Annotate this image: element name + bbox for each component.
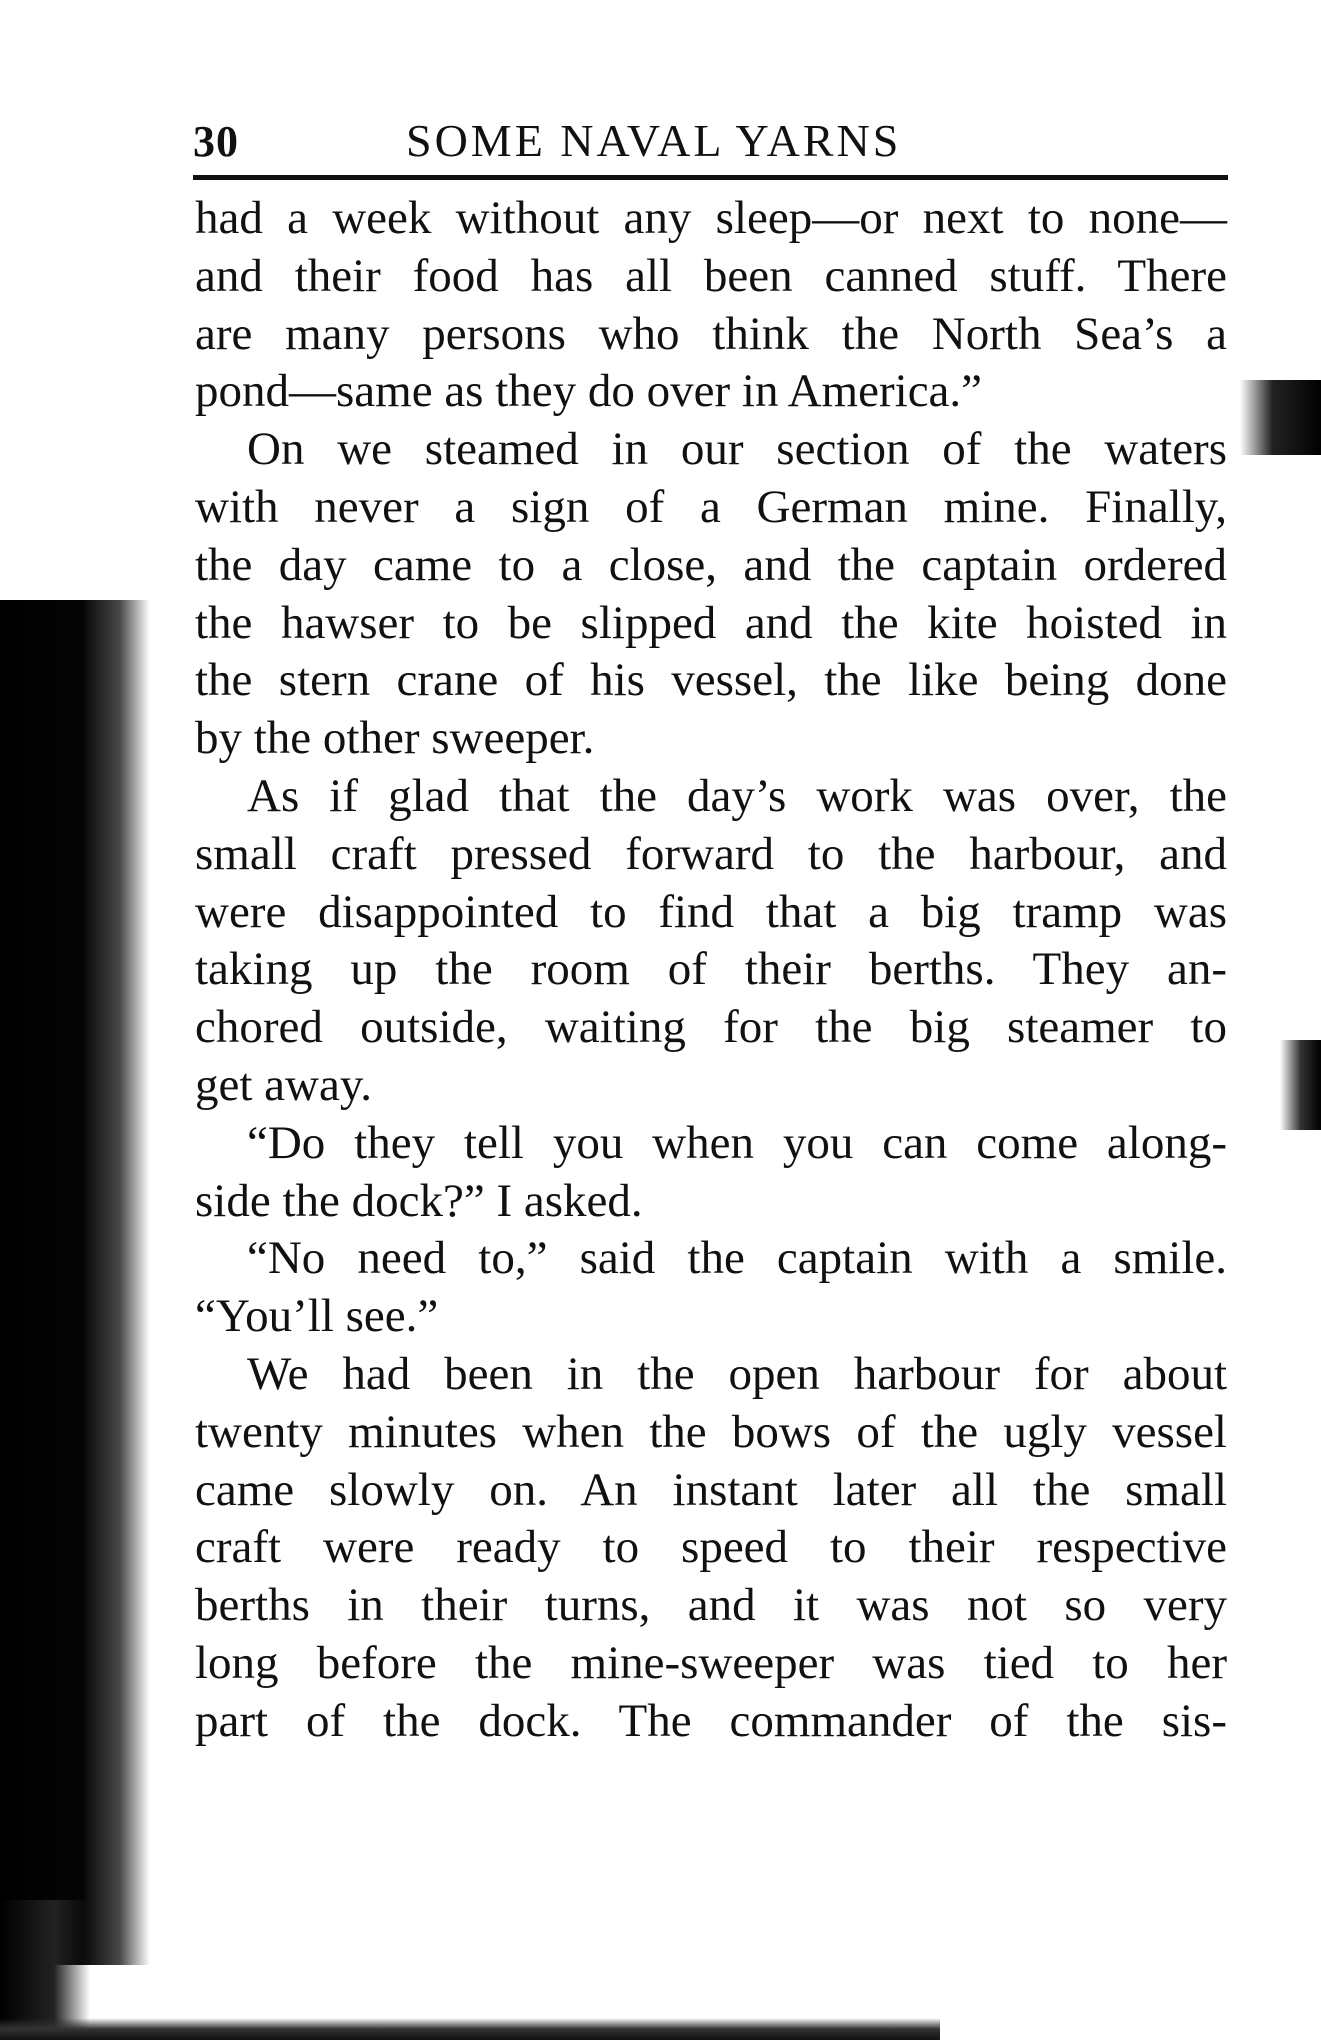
running-title: SOME NAVAL YARNS — [406, 115, 902, 166]
text-line: are many persons who think the North Sea’s a — [195, 307, 1227, 360]
text-line: twenty minutes when the bows of the ugly vessel — [195, 1405, 1227, 1458]
text-line: and their food has all been canned stuff. There — [195, 249, 1227, 302]
text-line: side the dock?” I asked. — [195, 1174, 643, 1227]
paragraph-start-line: “No need to,” said the captain with a smile. — [247, 1232, 1227, 1285]
paragraph-start-line: “Do they tell you when you can come along- — [247, 1116, 1227, 1169]
text-line: chored outside, waiting for the big steamer to — [195, 1001, 1227, 1054]
text-line: were disappointed to find that a big tramp was — [195, 885, 1227, 938]
text-line: came slowly on. An instant later all the small — [195, 1463, 1227, 1516]
text-line: by the other sweeper. — [195, 712, 595, 765]
page-number: 30 — [193, 117, 239, 166]
text-line: pond—same as they do over in America.” — [195, 365, 983, 418]
text-line: get away. — [195, 1058, 373, 1111]
text-line: had a week without any sleep—or next to none— — [195, 192, 1227, 244]
paragraph-start-line: As if glad that the day’s work was over, the — [247, 769, 1227, 822]
text-line: small craft pressed forward to the harbour, and — [195, 827, 1227, 880]
text-line: the stern crane of his vessel, the like being done — [195, 654, 1227, 707]
text-line: the day came to a close, and the captain ordered — [195, 538, 1227, 591]
text-line: taking up the room of their berths. They an- — [195, 943, 1227, 996]
scan-shadow-right-middle — [1280, 1040, 1321, 1130]
text-line: with never a sign of a German mine. Finally, — [195, 480, 1227, 533]
paragraph-start-line: We had been in the open harbour for about — [247, 1347, 1227, 1400]
scan-shadow-left — [0, 600, 150, 1965]
text-line: craft were ready to speed to their respective — [195, 1521, 1227, 1574]
text-line: long before the mine-sweeper was tied to her — [195, 1636, 1227, 1689]
text-line: the hawser to be slipped and the kite hoisted in — [195, 596, 1227, 649]
text-line: berths in their turns, and it was not so very — [195, 1579, 1227, 1632]
paragraph-start-line: On we steamed in our section of the waters — [247, 423, 1227, 476]
running-head — [193, 110, 1228, 180]
scan-shadow-right-top — [1240, 380, 1321, 455]
body-text — [195, 190, 1227, 1751]
text-line: “You’ll see.” — [195, 1290, 439, 1343]
text-line: part of the dock. The commander of the sis- — [195, 1694, 1227, 1747]
scan-shadow-bottom — [0, 2018, 940, 2040]
